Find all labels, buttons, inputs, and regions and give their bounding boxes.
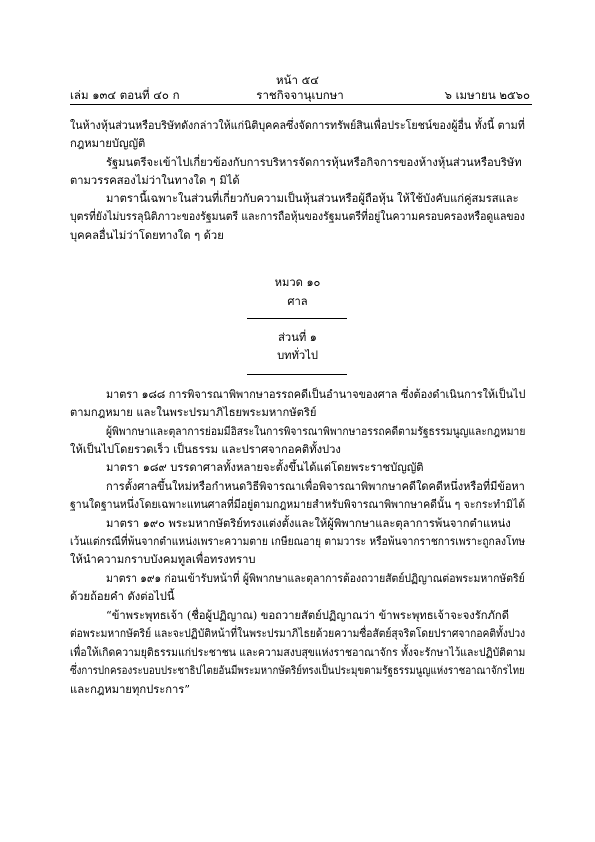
body-line: ให้นำความกราบบังคมทูลเพื่อทรงทราบ bbox=[70, 553, 256, 566]
chapter-rule bbox=[247, 318, 347, 319]
section-188-line: มาตรา ๑๘๘ การพิจารณาพิพากษาอรรถคดีเป็นอำนาจของศาล ซึ่งต้องดำเนินการให้เป็นไป bbox=[106, 388, 526, 401]
section-191-line: มาตรา ๑๙๑ ก่อนเข้ารับหน้าที่ ผู้พิพากษาและตุลาการต้องถวายสัตย์ปฏิญาณต่อพระมหากษัตริย์ bbox=[106, 572, 525, 585]
body-line: การตั้งศาลขึ้นใหม่หรือกำหนดวิธีพิจารณาเพื่อพิจารณาพิพากษาคดีใดคดีหนึ่งหรือที่มีข้อหา bbox=[106, 480, 525, 493]
gazette-name: ราชกิจจานุเบกษา bbox=[256, 88, 344, 102]
body-line: ให้เป็นไปโดยรวดเร็ว เป็นธรรม และปราศจากอคติทั้งปวง bbox=[70, 443, 341, 456]
oath-line: เพื่อให้เกิดความยุติธรรมแก่ประชาชน และความสงบสุขแห่งราชอาณาจักร ทั้งจะรักษาไว้และปฏิบัติตาม bbox=[70, 646, 526, 659]
header-rule bbox=[70, 104, 532, 105]
body-line: ในห้างหุ้นส่วนหรือบริษัทดังกล่าวให้แก่นิติบุคคลซึ่งจัดการทรัพย์สินเพื่อประโยชน์ของผู้อื่น ทั้งนี้ ตามที่ bbox=[70, 119, 525, 132]
part-rule bbox=[247, 374, 347, 375]
volume-issue: เล่ม ๑๓๔ ตอนที่ ๔๐ ก bbox=[70, 88, 180, 102]
part-number: ส่วนที่ ๑ bbox=[278, 331, 317, 344]
body-line: เว้นแต่กรณีที่พ้นจากตำแหน่งเพราะความตาย เกษียณอายุ ตามวาระ หรือพ้นจากราชการเพราะถูกลงโทษ bbox=[70, 535, 526, 548]
body-line: บุคคลอื่นไม่ว่าโดยทางใด ๆ ด้วย bbox=[70, 229, 224, 242]
body-line: กฎหมายบัญญัติ bbox=[70, 137, 146, 150]
oath-line: ต่อพระมหากษัตริย์ และจะปฏิบัติหน้าที่ในพระปรมาภิไธยด้วยความซื่อสัตย์สุจริตโดยปราศจากอคติทั้งปวง bbox=[70, 627, 526, 640]
page-number: หน้า ๕๔ bbox=[276, 73, 319, 87]
body-line: รัฐมนตรีจะเข้าไปเกี่ยวข้องกับการบริหารจัดการหุ้นหรือกิจการของห้างหุ้นส่วนหรือบริษัท bbox=[106, 156, 522, 169]
gazette-header bbox=[70, 87, 530, 103]
body-line: ฐานใดฐานหนึ่งโดยเฉพาะแทนศาลที่มีอยู่ตามกฎหมายสำหรับพิจารณาพิพากษาคดีนั้น ๆ จะกระทำมิได้ bbox=[70, 498, 526, 511]
body-line: ด้วยถ้อยคำ ดังต่อไปนี้ bbox=[70, 590, 175, 603]
body-line: บุตรที่ยังไม่บรรลุนิติภาวะของรัฐมนตรี และการถือหุ้นของรัฐมนตรีที่อยู่ในความครอบครองหรือดูแลของ bbox=[70, 210, 525, 223]
part-title: บททั่วไป bbox=[277, 349, 318, 362]
chapter-number: หมวด ๑๐ bbox=[274, 276, 321, 289]
oath-line: และกฎหมายทุกประการ” bbox=[70, 683, 190, 696]
oath-line: ซึ่งการปกครองระบอบประชาธิปไตยอันมีพระมหากษัตริย์ทรงเป็นประมุขตามรัฐธรรมนูญแห่งราชอาณาจักรไทย bbox=[70, 664, 525, 677]
body-line: มาตรานี้เฉพาะในส่วนที่เกี่ยวกับความเป็นหุ้นส่วนหรือผู้ถือหุ้น ให้ใช้บังคับแก่คู่สมรสและ bbox=[106, 192, 519, 205]
section-190-line: มาตรา ๑๙๐ พระมหากษัตริย์ทรงแต่งตั้งและให้ผู้พิพากษาและตุลาการพ้นจากตำแหน่ง bbox=[106, 517, 511, 530]
body-line: ผู้พิพากษาและตุลาการย่อมมีอิสระในการพิจารณาพิพากษาอรรถคดีตามรัฐธรรมนูญและกฎหมาย bbox=[106, 425, 526, 438]
section-189-line: มาตรา ๑๘๙ บรรดาศาลทั้งหลายจะตั้งขึ้นได้แต่โดยพระราชบัญญัติ bbox=[106, 461, 424, 474]
publication-date: ๖ เมษายน ๒๕๖๐ bbox=[444, 88, 530, 102]
chapter-title: ศาล bbox=[287, 295, 308, 308]
body-line: ตามกฎหมาย และในพระปรมาภิไธยพระมหากษัตริย์ bbox=[70, 406, 317, 419]
body-line: ตามวรรคสองไม่ว่าในทางใด ๆ มิได้ bbox=[70, 174, 240, 187]
oath-line: “ข้าพระพุทธเจ้า (ชื่อผู้ปฏิญาณ) ขอถวายสัตย์ปฏิญาณว่า ข้าพระพุทธเจ้าจะจงรักภักดี bbox=[106, 609, 509, 622]
